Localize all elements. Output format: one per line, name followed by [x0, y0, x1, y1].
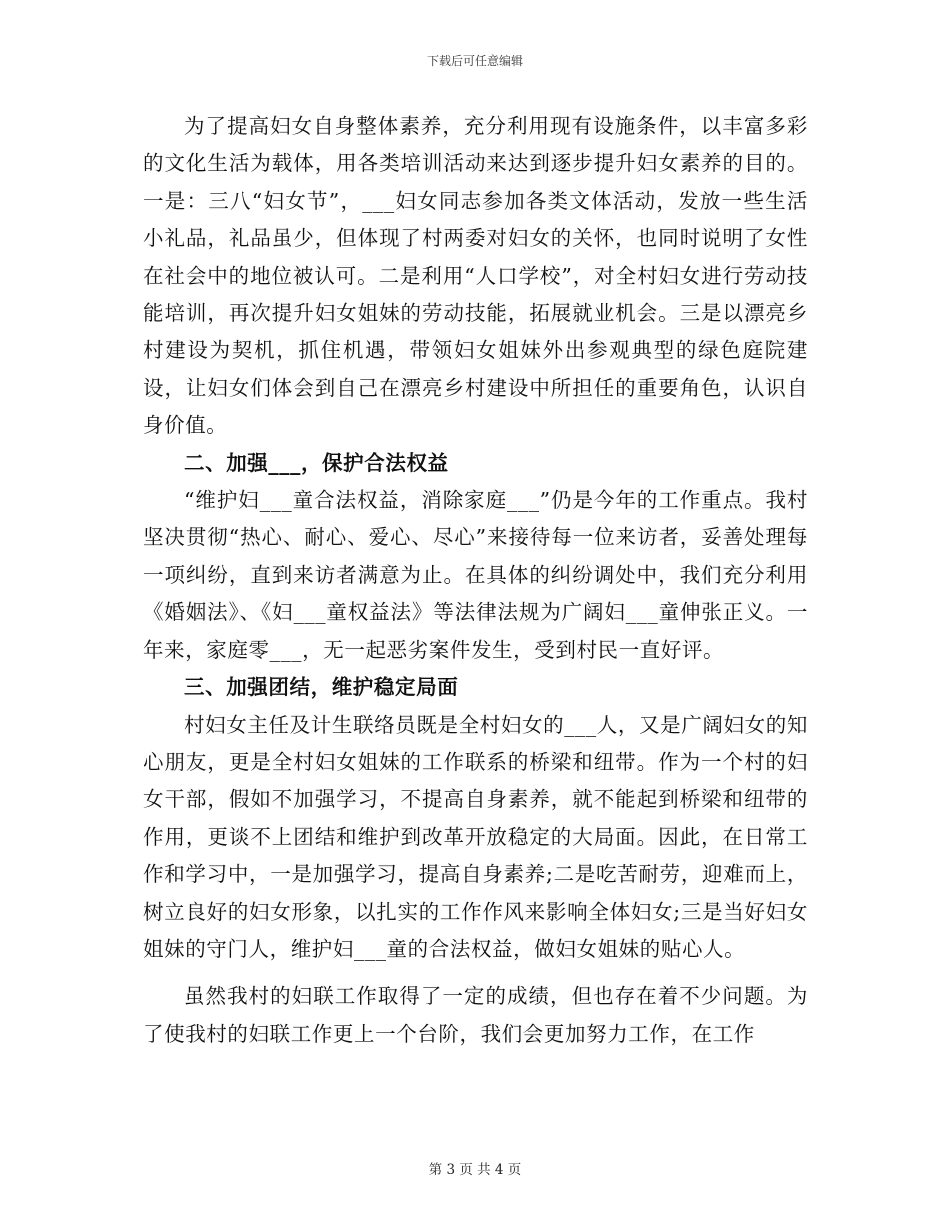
document-body	[143, 108, 808, 1053]
paragraph-protect-rights: “维护妇___童合法权益，消除家庭___”仍是今年的工作重点。我村坚决贯彻“热心、耐心、爱心、尽心”来接待每一位来访者，妥善处理每一项纠纷，直到来访者满意为止。在具体的纠纷调处中，我们充分利用《婚姻法》、《妇___童权益法》等法律法规为广阔妇___童伸张正义。一年来，家庭零___，无一起恶劣案件发生，受到村民一直好评。	[143, 488, 808, 662]
section-heading-protect-rights: 二、加强___，保护合法权益	[184, 450, 449, 475]
section-heading-unity-stability: 三、加强团结，维护稳定局面	[184, 675, 459, 700]
paragraph-conclusion: 虽然我村的妇联工作取得了一定的成绩，但也存在着不少问题。为了使我村的妇联工作更上一个台阶，我们会更加努力工作，在工作	[143, 984, 808, 1046]
paragraph-gap	[143, 968, 808, 978]
paragraph-unity-stability: 村妇女主任及计生联络员既是全村妇女的___人，又是广阔妇女的知心朋友，更是全村妇女姐妹的工作联系的桥梁和纽带。作为一个村的妇女干部，假如不加强学习，不提高自身素养，就不能起到桥梁和纽带的作用，更谈不上团结和维护到改革开放稳定的大局面。因此，在日常工作和学习中，一是加强学习，提高自身素养;二是吃苦耐劳，迎难而上，树立良好的妇女形象，以扎实的工作作风来影响全体妇女;三是当好妇女姐妹的守门人，维护妇___童的合法权益，做妇女姐妹的贴心人。	[143, 712, 808, 961]
page-header: 下载后可任意编辑	[426, 54, 523, 68]
page-footer: 第 3 页 共 4 页	[428, 1162, 522, 1178]
paragraph-culture-training: 为了提高妇女自身整体素养，充分利用现有设施条件，以丰富多彩的文化生活为载体，用各类培训活动来达到逐步提升妇女素养的目的。一是：三八“妇女节”，___妇女同志参加各类文体活动，发放一些生活小礼品，礼品虽少，但体现了村两委对妇女的关怀，也同时说明了女性在社会中的地位被认可。二是利用“人口学校”，对全村妇女进行劳动技能培训，再次提升妇女姐妹的劳动技能，拓展就业机会。三是以漂亮乡村建设为契机，抓住机遇，带领妇女姐妹外出参观典型的绿色庭院建设，让妇女们体会到自己在漂亮乡村建设中所担任的重要角色，认识自身价值。	[143, 114, 808, 438]
